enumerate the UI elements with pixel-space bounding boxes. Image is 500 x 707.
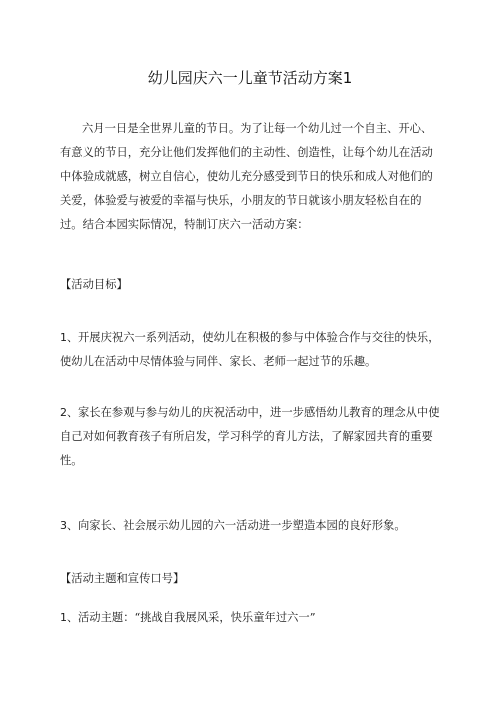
theme-item-1-text: 活动主题：“挑战自我展风采，快乐童年过六一” xyxy=(78,611,316,624)
goal-item-1-text: 开展庆祝六一系列活动，使幼儿在积极的参与中体验合作与交往的快乐，使幼儿在活动中尽情体验与同伴、家长、老师一起过节的乐趣。 xyxy=(60,331,440,368)
goal-item-2 xyxy=(60,401,441,473)
intro-paragraph: 六月一日是全世界儿童的节日。为了让每一个幼儿过一个自主、开心、有意义的节日，充分让他们发挥他们的主动性、创造性，让每个幼儿在活动中体验成就感，树立自信心，使幼儿充分感受到节日的快乐和成人对他们的关爱，体验爱与被爱的幸福与快乐，小朋友的节日就该小朋友轻松自在的过。结合本园实际情况，特制订庆六一活动方案： xyxy=(60,122,433,231)
theme-item-1-number: 1、 xyxy=(60,611,78,624)
goal-item-2-text: 家长在参观与参与幼儿的庆祝活动中，进一步感悟幼儿教育的理念从中使自己对如何教育孩子有所启发，学习科学的育儿方法，了解家园共育的重要性。 xyxy=(60,406,440,467)
section-heading-theme: 【活动主题和宣传口号】 xyxy=(60,572,185,585)
goal-item-2-number: 2、 xyxy=(60,406,78,419)
goal-item-1-number: 1、 xyxy=(60,331,78,344)
document-title: 幼儿园庆六一儿童节活动方案1 xyxy=(147,69,353,87)
goal-item-3-text: 向家长、社会展示幼儿园的六一活动进一步塑造本园的良好形象。 xyxy=(78,519,406,532)
goal-item-3-number: 3、 xyxy=(60,519,78,532)
theme-item-1 xyxy=(60,606,441,630)
goal-item-1 xyxy=(60,326,441,374)
goal-item-3 xyxy=(60,514,441,538)
section-heading-goals: 【活动目标】 xyxy=(60,278,128,291)
